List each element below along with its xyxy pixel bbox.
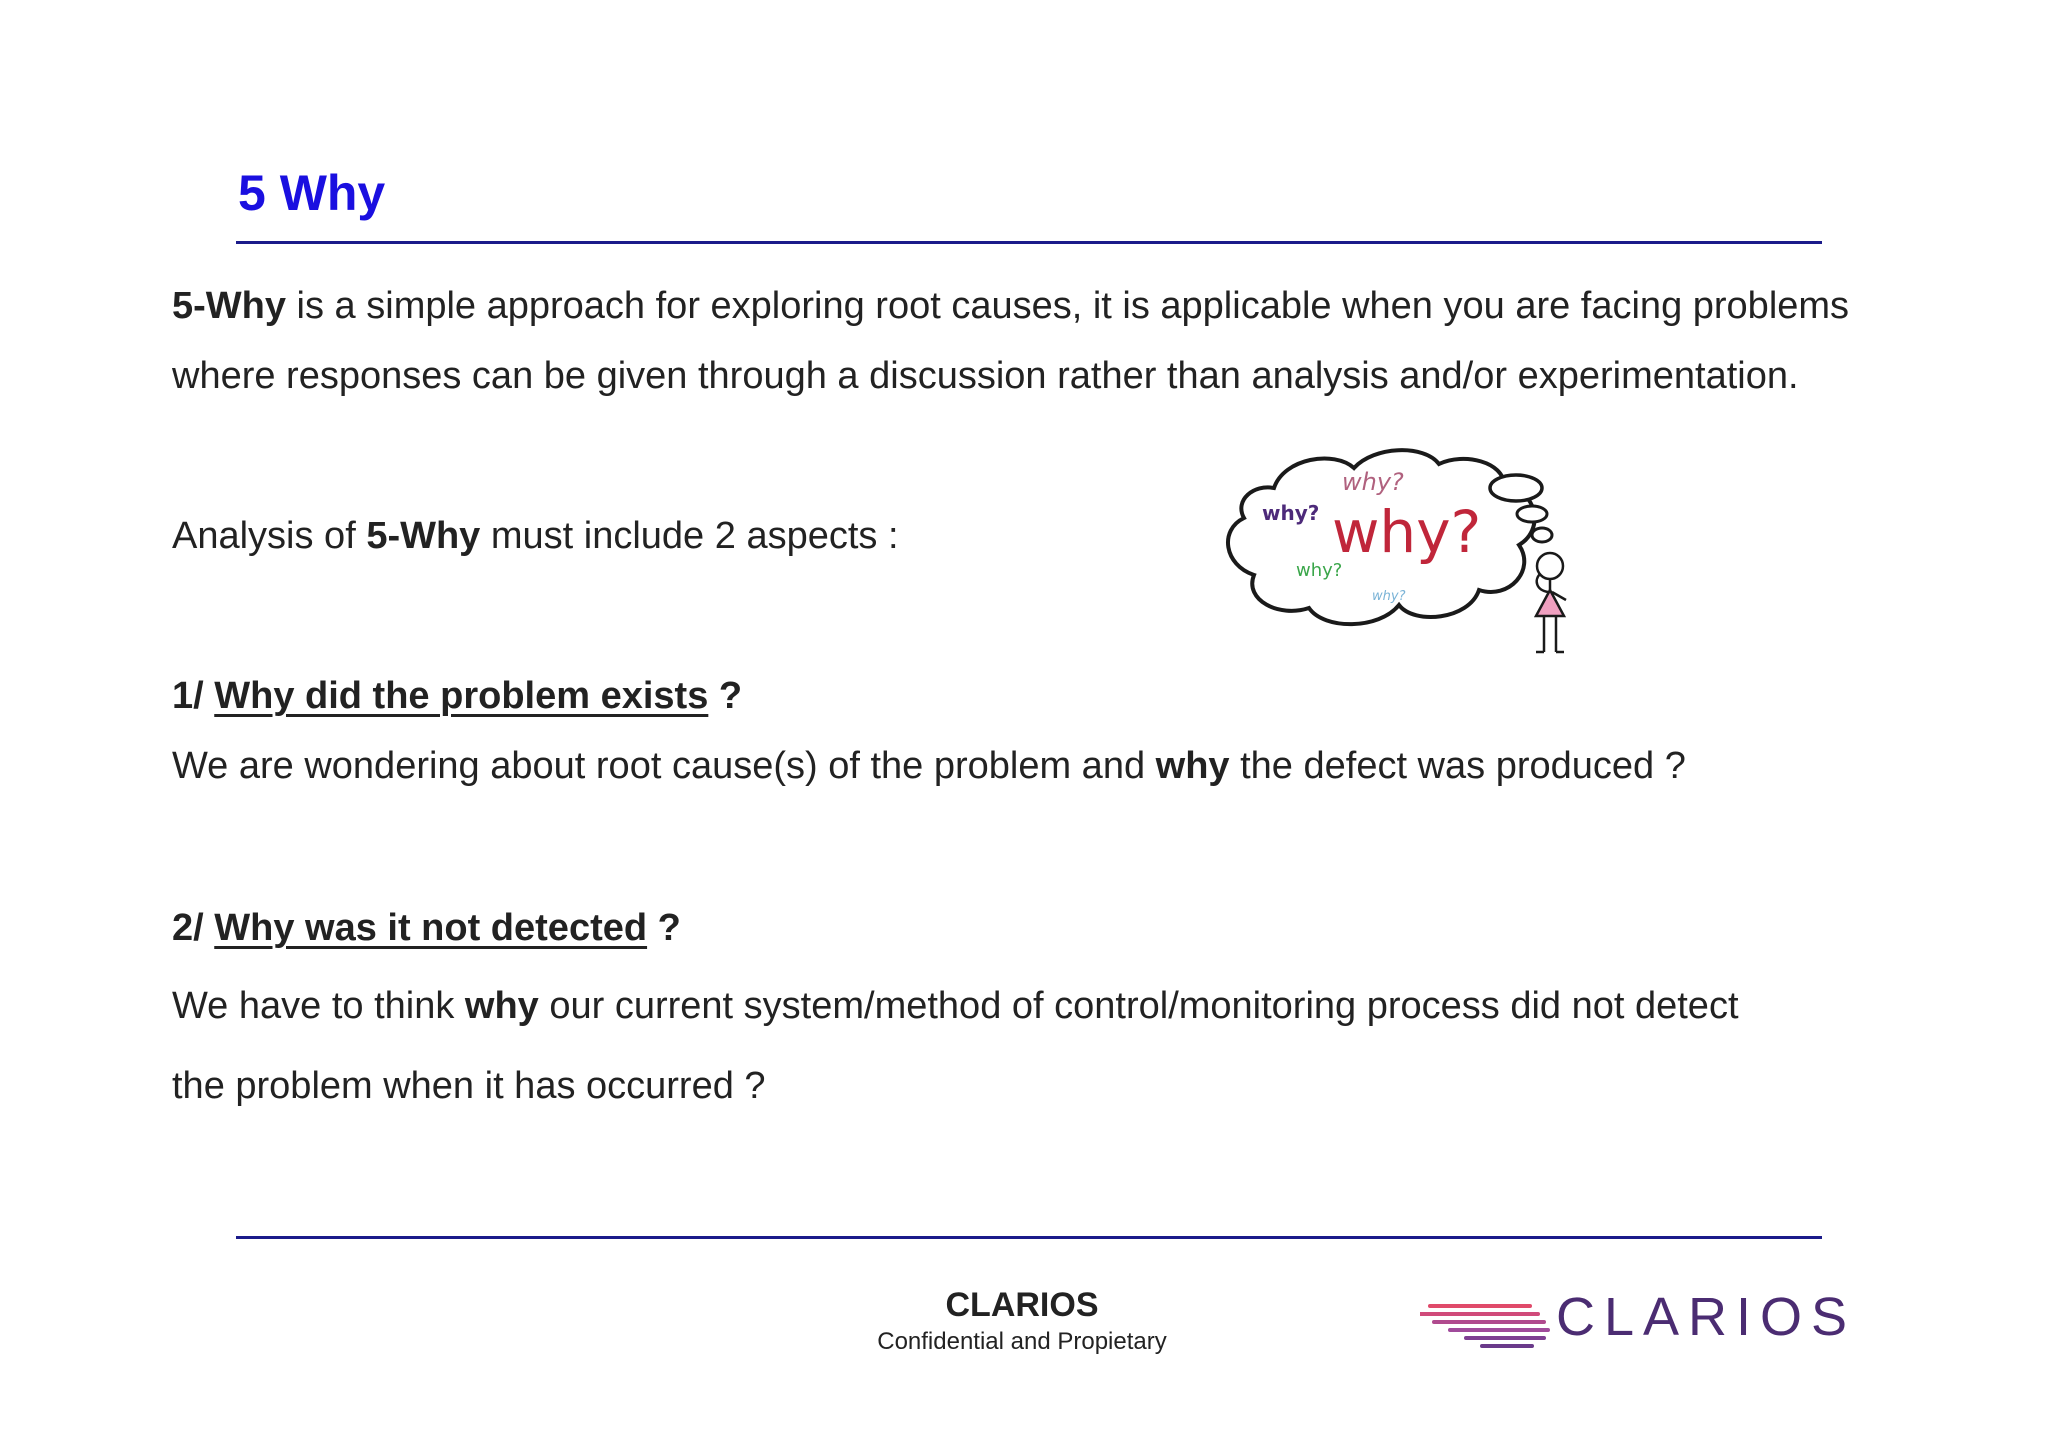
why-word-small: why? [1372, 589, 1406, 604]
analysis-bold-term: 5-Why [366, 515, 481, 557]
aspect-1-heading [172, 674, 742, 720]
aspect-2-body-line-2: the problem when it has occurred ? [172, 1065, 766, 1107]
aspect-2-body-suffix: our current system/method of control/monitoring process did not detect [538, 985, 1739, 1027]
header-divider [236, 241, 1822, 244]
thought-bubble-large [1490, 475, 1542, 501]
intro-line-2: where responses can be given through a discussion rather than analysis and/or experimentation. [172, 355, 1799, 397]
intro-bold-term: 5-Why [172, 285, 286, 327]
aspect-2-qmark: ? [647, 907, 681, 949]
aspect-1-title: Why did the problem exists [214, 675, 709, 717]
intro-line-1-rest: is a simple approach for exploring root causes, it is applicable when you are facing problems [286, 285, 1850, 327]
aspect-2-heading [172, 906, 681, 952]
why-word-large: why? [1332, 498, 1482, 566]
why-word-green: why? [1296, 560, 1343, 581]
why-word-top: why? [1342, 468, 1404, 496]
footer-divider [236, 1236, 1822, 1239]
thought-bubble-small [1532, 528, 1552, 542]
aspect-1-body-suffix: the defect was produced ? [1229, 745, 1686, 787]
analysis-prefix: Analysis of [172, 515, 367, 557]
why-word-left: why? [1262, 501, 1320, 525]
aspect-2-body-line-1 [172, 984, 1739, 1030]
stick-figure [1536, 553, 1566, 652]
footer-company-name: CLARIOS [945, 1286, 1099, 1324]
clarios-logo-text: CLARIOS [1556, 1287, 1857, 1347]
aspect-2-title: Why was it not detected [214, 907, 648, 949]
thinking-figure-illustration [1214, 440, 1584, 660]
thought-bubble-medium [1517, 506, 1547, 522]
aspect-2-number: 2/ [172, 907, 215, 949]
analysis-suffix: must include 2 aspects : [480, 515, 899, 557]
aspect-1-number: 1/ [172, 675, 215, 717]
aspect-1-body-bold: why [1155, 745, 1230, 787]
footer-confidential-note: Confidential and Propietary [877, 1328, 1167, 1355]
page-title: 5 Why [238, 165, 386, 221]
aspect-2-body-bold: why [464, 985, 539, 1027]
aspect-1-qmark: ? [708, 675, 743, 717]
aspect-1-body [172, 744, 1686, 790]
aspect-1-body-prefix: We are wondering about root cause(s) of the problem and [172, 745, 1156, 787]
aspect-2-body-prefix: We have to think [172, 985, 465, 1027]
clarios-logo-stripes-icon [1420, 1296, 1560, 1352]
analysis-line [172, 514, 899, 560]
intro-line-1 [172, 284, 1849, 330]
